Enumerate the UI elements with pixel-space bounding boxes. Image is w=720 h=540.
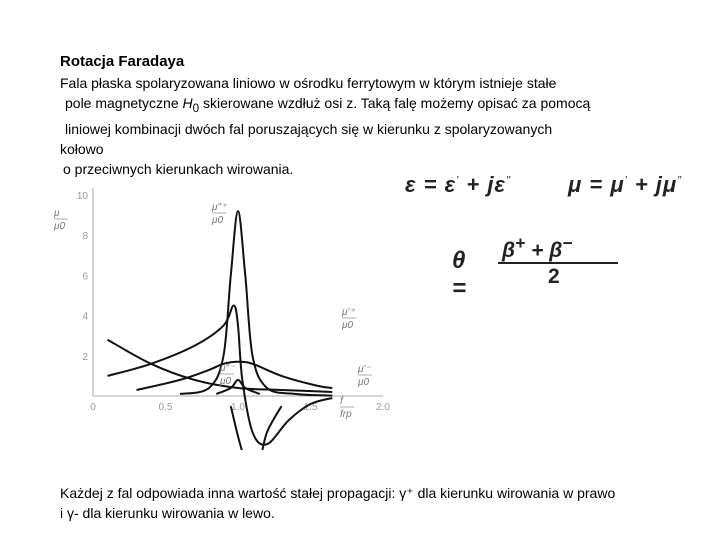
theta-numerator: β+ + β− (502, 233, 573, 262)
theta-denominator: 2 (548, 265, 560, 288)
x-tick-label: 1.5 (303, 402, 318, 413)
y-axis-label-num: μ (54, 208, 60, 219)
resonance-chart (40, 180, 400, 450)
x-tick-label: 2.0 (376, 402, 390, 413)
para-line-5: o przeciwnych kierunkach wirowania. (63, 160, 294, 177)
curve-label-mu2-plus-den: μ0 (212, 215, 224, 226)
series-curve (137, 362, 333, 390)
x-tick-label: 0.5 (158, 402, 173, 413)
chart-axes (93, 188, 383, 396)
y-axis-label-den: μ0 (54, 221, 66, 232)
chart-curves (108, 211, 333, 450)
footer-text (60, 483, 615, 523)
epsilon-formula: ε = ε' + jε" (405, 172, 511, 197)
h-symbol: H (182, 95, 193, 111)
para-line-1: Fala płaska spolaryzowana liniowo w ośrodku ferrytowym w którym istnieje stałe (60, 75, 557, 91)
y-tick-label: 10 (76, 191, 88, 202)
fraction-bar (498, 262, 618, 264)
footer-line-1: Każdej z fal odpowiada inna wartość stałej propagacji: γ⁺ dla kierunku wirowania w prawo (60, 485, 616, 501)
intro-paragraph (60, 73, 590, 179)
curve-label-mu2-minus-num: μ"⁻ (220, 363, 235, 374)
x-tick-label: 0 (90, 402, 96, 413)
y-tick-label: 8 (82, 231, 88, 243)
y-tick-label: 6 (82, 271, 88, 283)
x-axis-label-num: f (340, 396, 343, 407)
chart-ticks (77, 191, 391, 413)
series-curve (180, 211, 332, 396)
footer-line-2: i γ- dla kierunku wirowania w lewo. (60, 505, 275, 521)
mu-formula: μ = μ' + jμ" (568, 172, 683, 197)
para-line-4: kołowo (60, 140, 104, 157)
x-tick-label: 1.0 (231, 402, 245, 413)
page-title: Rotacja Faradaya (60, 53, 185, 70)
curve-label-mu1-plus-num: μ'⁺ (342, 307, 355, 318)
curve-label-mu2-plus-num: μ"⁺ (212, 202, 227, 213)
curve-label-mu1-minus-den: μ0 (358, 377, 370, 388)
para-line-3: liniowej kombinacji dwóch fal poruszających się w kierunku z spolaryzowanych (65, 120, 553, 137)
theta-lhs: θ = (452, 247, 467, 302)
curve-label-mu1-plus-den: μ0 (342, 320, 354, 331)
y-tick-label: 2 (82, 351, 88, 363)
curve-label-mu1-minus-num: μ'⁻ (358, 364, 371, 375)
curve-label-mu2-minus-den: μ0 (220, 376, 232, 387)
x-axis-label-den: frp (340, 409, 352, 420)
para-line-2: pole magnetyczne $H_0$ skierowane wzdłuż osi z. Taką falę możemy opisać za pomocą (65, 95, 591, 115)
y-tick-label: 4 (82, 311, 88, 323)
